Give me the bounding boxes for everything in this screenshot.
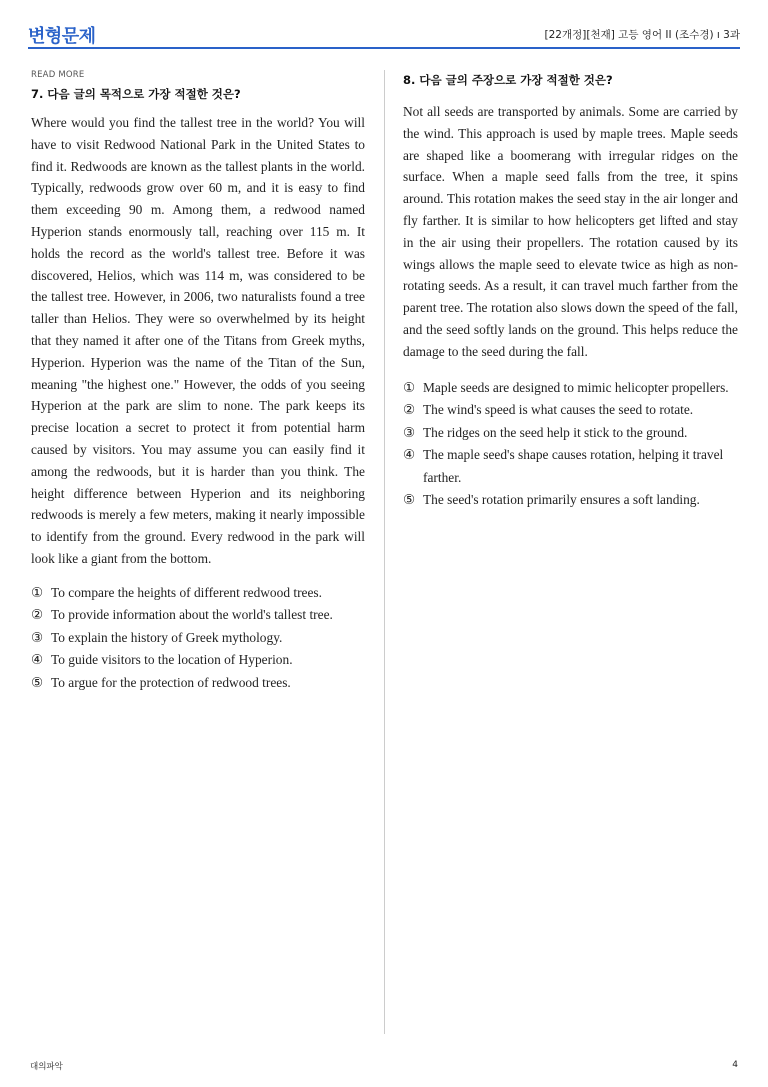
footer-section: 대의파악: [30, 1062, 63, 1072]
option-number: ④: [403, 447, 416, 463]
page-number: 4: [732, 1060, 738, 1070]
option-2[interactable]: [31, 604, 365, 627]
option-number: ②: [31, 607, 44, 623]
option-text: The seed's rotation primarily ensures a soft landing.: [423, 492, 700, 508]
option-number: ④: [31, 652, 44, 668]
question-7: [31, 70, 365, 694]
option-4[interactable]: [31, 649, 365, 672]
answer-options: [31, 582, 365, 695]
passage: Where would you find the tallest tree in the world? You will have to visit Redwood National Park in the United States to find it. Redwoods are known as the tallest plants in the world. Typically, redwoods grow over 60 m, and it is easy to find them exceeding 90 m. Among them, a redwood named Hyperion stands enormously tall, reaching over 115 m. It holds the record as the world's tallest tree. Before it was discovered, Helios, which was 114 m, was considered to be the tallest tree. However, in 2006, two naturalists found a tree taller than Helios. They were so overwhelmed by its height that they named it after one of the Titans from Greek myths, Hyperion. Hyperion was the name of the Titan of the Sun, meaning "the highest one." However, the odds of you seeing Hyperion at the park are slim to none. The park keeps its precise location a secret to protect it from potential harm caused by visitors. You may assume you can easily find it among the redwoods, but it is harder than you think. The height difference between Hyperion and its neighboring redwoods is merely a few meters, making it nearly impossible to identify from the ground. Every redwood in the park will look like a giant from the bottom.: [31, 115, 365, 566]
page-header: [28, 22, 740, 50]
option-1[interactable]: [31, 582, 365, 605]
option-number: ②: [403, 402, 416, 418]
column-divider: [384, 70, 385, 1034]
option-number: ③: [31, 629, 44, 645]
option-4[interactable]: [403, 444, 738, 489]
option-number: ⑤: [403, 492, 416, 508]
option-number: ③: [403, 424, 416, 440]
option-text: To explain the history of Greek mythology.: [51, 629, 283, 645]
option-3[interactable]: [403, 422, 738, 445]
section-label: READ MORE: [31, 70, 85, 80]
option-text: To guide visitors to the location of Hyperion.: [51, 652, 293, 668]
passage: Not all seeds are transported by animals. Some are carried by the wind. This approach is used by maple trees. Maple seeds are shaped like a boomerang with irregular ridges on the surface. When a maple seed falls from the tree, it spins around. This rotation makes the seed stay in the air longer and fly farther. It is similar to how helicopters get lifted and stay in the air using their propellers. The rotation caused by its wings allows the maple seed to elevate twice as high as non-rotating seeds. As a result, it can travel much farther from the parent tree. The rotation also slows down the speed of the fall, and the seed softly lands on the ground. This helps reduce the damage to the seed during the fall.: [403, 104, 738, 359]
header-rule: [28, 47, 740, 49]
option-text: To provide information about the world's tallest tree.: [51, 607, 333, 623]
course-info: [22개정][천재] 고등 영어 II (조수경) ı 3과: [544, 29, 740, 41]
option-number: ①: [403, 379, 416, 395]
option-text: The ridges on the seed help it stick to the ground.: [423, 424, 688, 440]
brand-title: 변형문제: [28, 26, 96, 47]
option-text: The wind's speed is what causes the seed to rotate.: [423, 402, 694, 418]
option-text: To compare the heights of different redwood trees.: [51, 584, 322, 600]
option-text: Maple seeds are designed to mimic helicopter propellers.: [423, 379, 729, 395]
option-number: ①: [31, 584, 44, 600]
option-5[interactable]: [403, 489, 738, 512]
option-number: ⑤: [31, 674, 44, 690]
question-8: [403, 72, 738, 512]
option-5[interactable]: [31, 672, 365, 695]
option-text: The maple seed's shape causes rotation, helping it travel farther.: [423, 447, 724, 485]
answer-options: [403, 377, 738, 512]
option-3[interactable]: [31, 627, 365, 650]
option-1[interactable]: [403, 377, 738, 400]
option-text: To argue for the protection of redwood trees.: [51, 674, 291, 690]
question-title: 7. 다음 글의 목적으로 가장 적절한 것은?: [31, 87, 241, 101]
option-2[interactable]: [403, 399, 738, 422]
question-title: 8. 다음 글의 주장으로 가장 적절한 것은?: [403, 73, 613, 87]
